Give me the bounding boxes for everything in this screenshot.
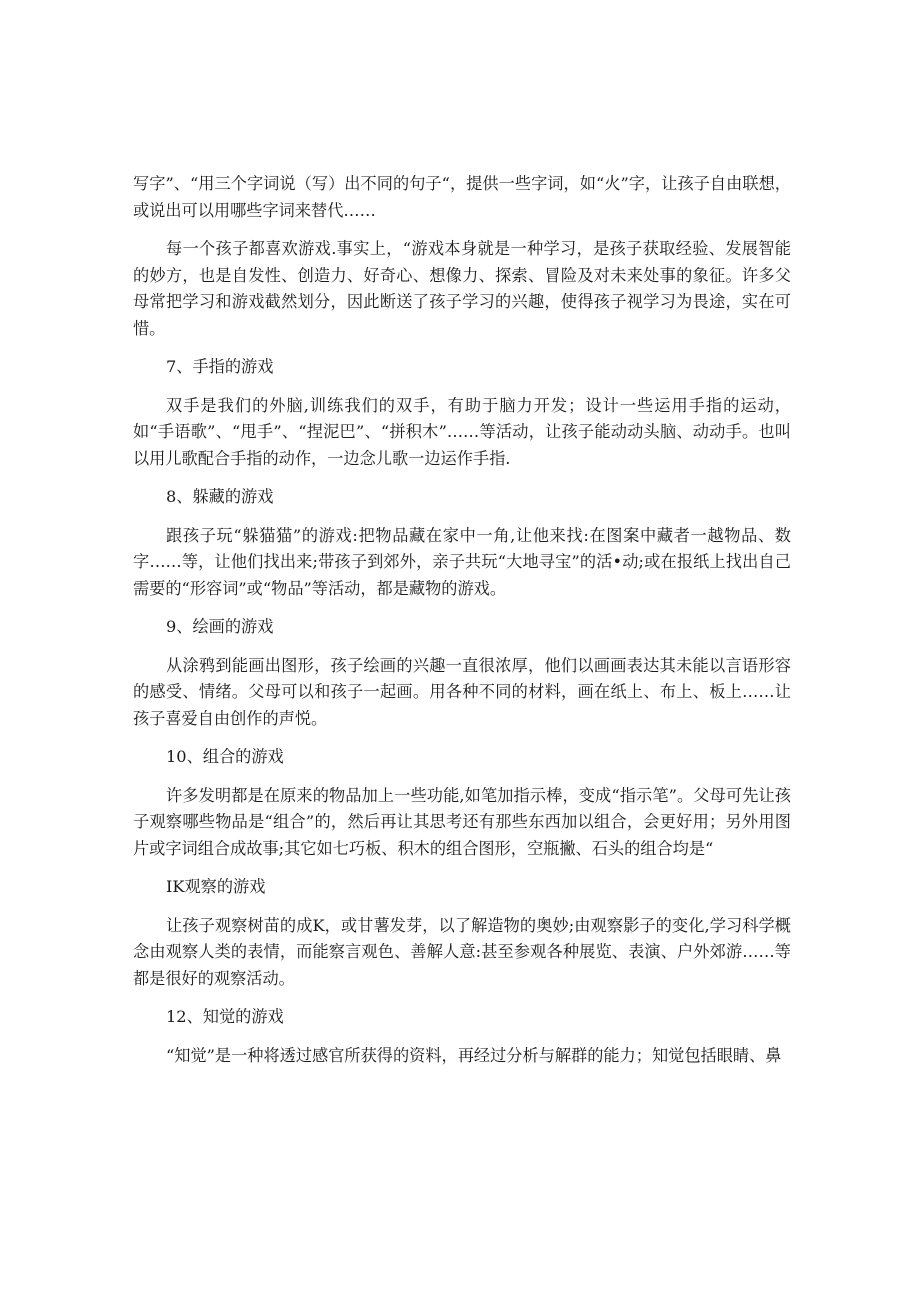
paragraph: 写字”、“用三个字词说（写）出不同的句子“，提供一些字词，如“火”字，让孩子自由联想，或说出可以用哪些字词来替代……	[133, 174, 791, 220]
paragraph: 从涂鸦到能画出图形，孩子绘画的兴趣一直很浓厚，他们以画画表达其未能以言语形容的感受、情绪。父母可以和孩子一起画。用各种不同的材料，画在纸上、布上、板上……让孩子喜爱自由创作的声悦。	[133, 655, 791, 728]
section-heading: 8、躲藏的游戏	[166, 487, 274, 506]
document-body	[133, 171, 791, 1081]
paragraph: 每一个孩子都喜欢游戏.事实上，“游戏本身就是一种学习，是孩子获取经验、发展智能的妙方，也是自发性、创造力、好奇心、想像力、探索、冒险及对未来处事的象征。许多父母常把学习和游戏截然划分，因此断送了孩子学习的兴趣，使得孩子视学习为畏途，实在可惜。	[133, 239, 791, 338]
paragraph: 双手是我们的外脑,训练我们的双手，有助于脑力开发；设计一些运用手指的运动，如“手语歌”、“甩手”、“捏泥巴”、“拼积木”……等活动，让孩子能动动头脑、动动手。也叫以用儿歌配合手指的动作，一边念儿歌一边运作手指.	[133, 395, 791, 468]
paragraph: “知觉”是一种将透过感官所获得的资料，再经过分析与解群的能力；知觉包括眼睛、鼻	[166, 1045, 782, 1065]
paragraph: 让孩子观察树苗的成K，或甘薯发芽，以了解造物的奥妙;由观察影子的变化,学习科学概念由观察人类的表情，而能察言观色、善解人意:甚至参观各种展览、表演、户外郊游……等都是很好的观察活动。	[133, 915, 791, 988]
paragraph: 许多发明都是在原来的物品加上一些功能,如笔加指示棒，变成“指示笔”。父母可先让孩子观察哪些物品是“组合”的，然后再让其思考还有那些东西加以组合，会更好用；另外用图片或字词组合成故事;其它如七巧板、积木的组合图形，空瓶撇、石头的组合均是“	[133, 785, 791, 858]
paragraph: 跟孩子玩“躲猫猫”的游戏:把物品藏在家中一角,让他来找:在图案中藏者一越物品、数字……等，让他们找出来;带孩子到郊外，亲子共玩“大地寻宝”的活•动;或在报纸上找出自己需要的“形容词”或“物品”等活动，都是藏物的游戏。	[133, 525, 791, 598]
section-heading: 7、手指的游戏	[166, 357, 274, 376]
section-heading: IK观察的游戏	[166, 877, 266, 896]
section-heading: 12、知觉的游戏	[166, 1007, 284, 1026]
section-heading: 9、绘画的游戏	[166, 617, 274, 636]
section-heading: 10、组合的游戏	[166, 747, 284, 766]
